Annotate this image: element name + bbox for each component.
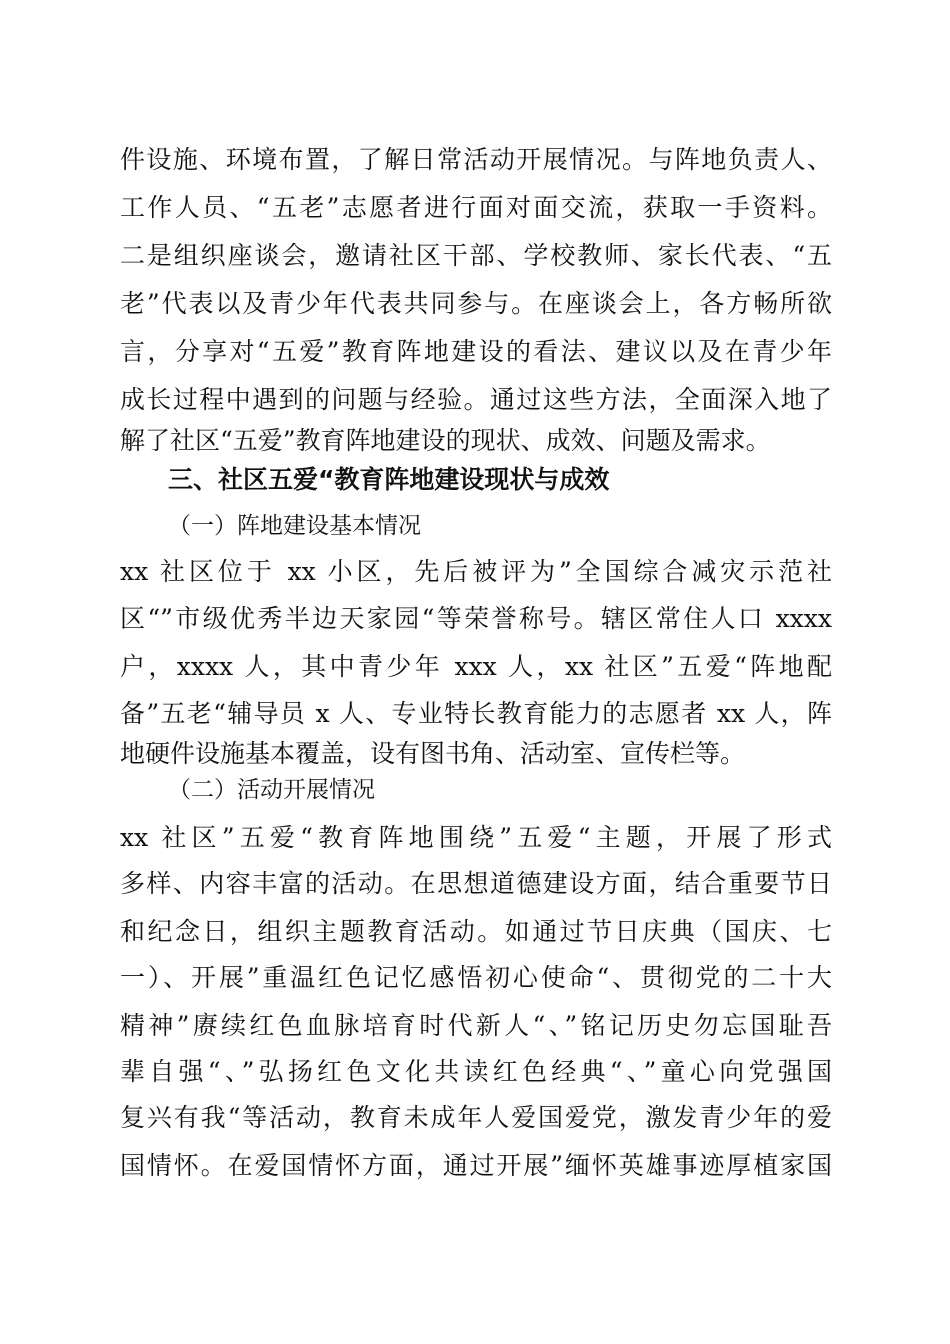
intro-line: 成长过程中遇到的问题与经验。通过这些方法，全面深入地了 — [120, 385, 832, 414]
paragraph-line: 和纪念日，组织主题教育活动。如通过节日庆典（国庆、七 — [120, 917, 832, 946]
paragraph-line: 国情怀。在爱国情怀方面，通过开展”缅怀英雄事迹厚植家国 — [120, 1151, 832, 1180]
paragraph-line: 备”五老“辅导员 x 人、专业特长教育能力的志愿者 xx 人，阵 — [120, 699, 832, 728]
paragraph-line: 一）、开展”重温红色记忆感悟初心使命“、贯彻党的二十大 — [120, 963, 832, 992]
paragraph-line: 复兴有我“等活动，教育未成年人爱国爱党，激发青少年的爱 — [120, 1103, 832, 1132]
paragraph-line: 户，xxxx 人，其中青少年 xxx 人，xx 社区”五爱“阵地配 — [120, 652, 832, 681]
paragraph-line: 精神”赓续红色血脉培育时代新人“、”铭记历史勿忘国耻吾 — [120, 1011, 832, 1040]
intro-line: 二是组织座谈会，邀请社区干部、学校教师、家长代表、“五 — [120, 241, 832, 270]
paragraph-line: xx 社区位于 xx 小区，先后被评为”全国综合减灾示范社 — [120, 557, 832, 586]
paragraph-line: 地硬件设施基本覆盖，设有图书角、活动室、宣传栏等。 — [120, 739, 746, 768]
paragraph-line: 辈自强“、”弘扬红色文化共读红色经典“、”童心向党强国 — [120, 1057, 832, 1086]
subsection-heading: （一）阵地建设基本情况 — [168, 513, 421, 539]
intro-line: 言，分享对“五爱”教育阵地建设的看法、建议以及在青少年 — [120, 337, 832, 366]
subsection-heading: （二）活动开展情况 — [168, 777, 375, 803]
paragraph-line: 区“”市级优秀半边天家园“等荣誉称号。辖区常住人口 xxxx — [120, 604, 832, 633]
section-heading: 三、社区五爱“教育阵地建设现状与成效 — [168, 465, 610, 494]
intro-line: 老”代表以及青少年代表共同参与。在座谈会上，各方畅所欲 — [120, 289, 832, 318]
paragraph-line: 多样、内容丰富的活动。在思想道德建设方面，结合重要节日 — [120, 869, 832, 898]
paragraph-line: xx 社区”五爱“教育阵地围绕”五爱“主题，开展了形式 — [120, 823, 832, 852]
intro-line: 工作人员、“五老”志愿者进行面对面交流，获取一手资料。 — [120, 193, 832, 222]
intro-line: 件设施、环境布置，了解日常活动开展情况。与阵地负责人、 — [120, 145, 832, 174]
intro-line: 解了社区“五爱”教育阵地建设的现状、成效、问题及需求。 — [120, 426, 771, 455]
